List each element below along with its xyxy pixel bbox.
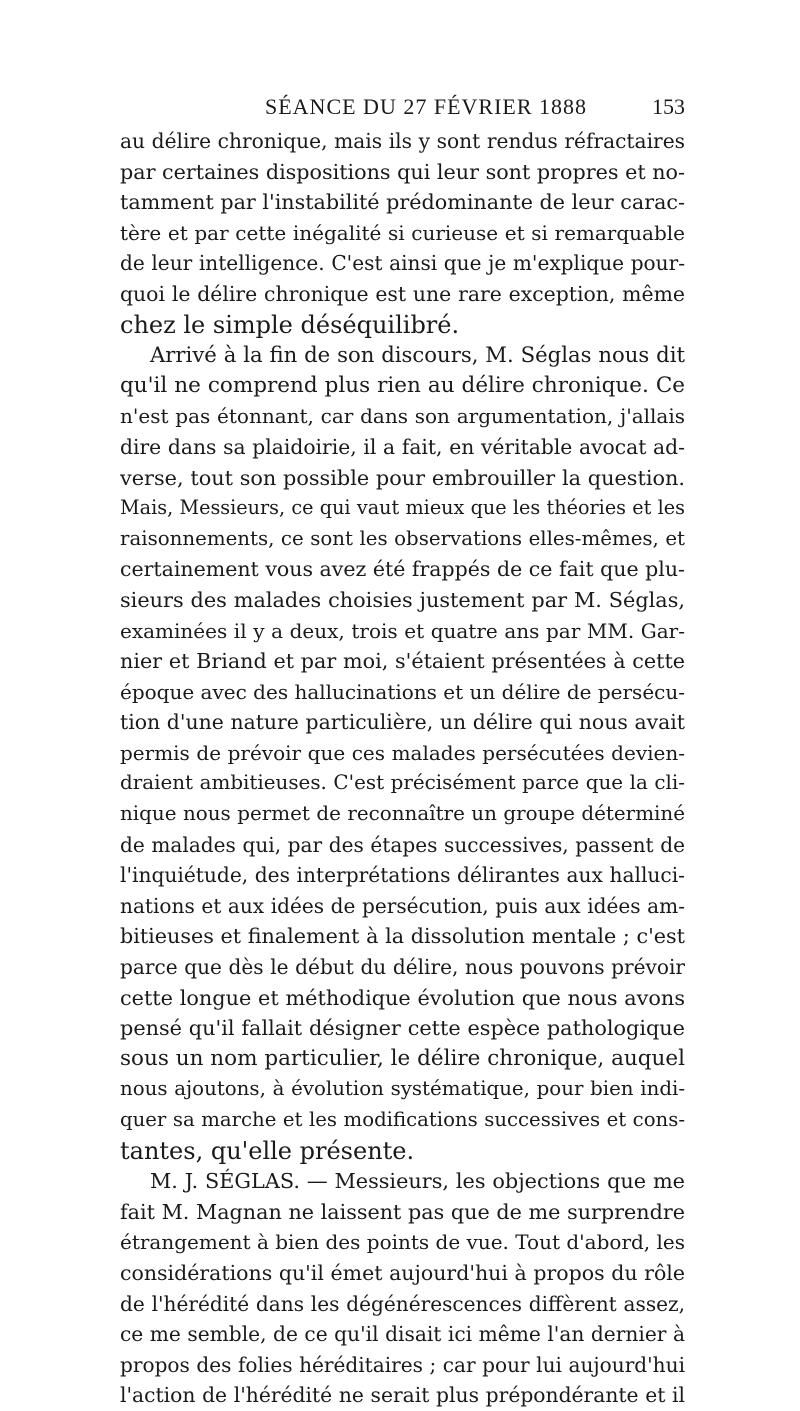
body-text (120, 126, 685, 1411)
text-line: examinées il y a deux, trois et quatre ans par MM. Gar- (120, 618, 685, 643)
text-line: époque avec des hallucinations et un délire de persécu- (120, 679, 685, 704)
text-line: de malades qui, par des étapes successives, passent de (120, 832, 685, 857)
text-line: Mais, Messieurs, ce qui vaut mieux que les théories et les (120, 496, 685, 520)
text-line: sieurs des malades choisies justement par M. Séglas, (120, 587, 685, 612)
text-line: parce que dès le début du délire, nous pouvons prévoir (120, 955, 685, 980)
text-line: chez le simple déséquilibré. (120, 310, 460, 339)
text-line: sous un nom particulier, le délire chronique, auquel (120, 1045, 685, 1071)
text-line: n'est pas étonnant, car dans son argumentation, j'allais (120, 404, 685, 429)
text-line: l'action de l'hérédité ne serait plus prépondérante et il (120, 1383, 685, 1408)
text-line: au délire chronique, mais ils y sont rendus réfractaires (120, 129, 685, 153)
text-line: par certaines dispositions qui leur sont propres et no- (120, 159, 685, 184)
text-line: raisonnements, ce sont les observations elles-mêmes, et (120, 526, 685, 550)
text-line: cette longue et méthodique évolution que nous avons (120, 985, 685, 1010)
page-number: 153 (652, 94, 685, 119)
text-line: qu'il ne comprend plus rien au délire chronique. Ce (120, 372, 685, 398)
text-line: quer sa marche et les modifications successives et cons- (120, 1108, 685, 1131)
text-line: draient ambitieuses. C'est précisément parce que la cli- (120, 771, 685, 795)
text-line: de leur intelligence. C'est ainsi que je m'explique pour- (120, 251, 685, 276)
text-line: pensé qu'il fallait désigner cette espèce pathologique (120, 1016, 685, 1041)
text-line: Arrivé à la fin de son discours, M. Séglas nous dit (150, 342, 685, 368)
text-line: quoi le délire chronique est une rare exception, même (120, 281, 685, 306)
text-line: certainement vous avez été frappés de ce fait que plu- (120, 557, 685, 582)
text-line: étrangement à bien des points de vue. Tout d'abord, les (120, 1230, 685, 1255)
text-line: tantes, qu'elle présente. (120, 1136, 415, 1165)
running-head (120, 94, 685, 120)
text-line: ce me semble, de ce qu'il disait ici même l'an dernier à (120, 1322, 685, 1347)
text-line: tère et par cette inégalité si curieuse et si remarquable (120, 220, 685, 245)
text-line: nier et Briand et par moi, s'étaient présentées à cette (120, 649, 685, 674)
text-line: considérations qu'il émet aujourd'hui à propos du rôle (120, 1260, 685, 1285)
text-line: verse, tout son possible pour embrouiller la question. (120, 465, 685, 490)
text-line: permis de prévoir que ces malades persécutées devien- (120, 740, 685, 765)
text-line: tamment par l'instabilité prédominante de leur carac- (120, 190, 685, 215)
text-line: nique nous permet de reconnaître un groupe déterminé (120, 802, 685, 826)
running-head-title: SÉANCE DU 27 FÉVRIER 1888 (265, 94, 588, 119)
text-line: M. J. SÉGLAS. — Messieurs, les objections que me (150, 1169, 685, 1194)
text-line: l'inquiétude, des interprétations délirantes aux halluci- (120, 863, 685, 888)
text-line: propos des folies héréditaires ; car pour lui aujourd'hui (120, 1352, 685, 1377)
text-line: tion d'une nature particulière, un délire qui nous avait (120, 710, 685, 735)
text-line: nous ajoutons, à évolution systématique, pour bien indi- (120, 1077, 685, 1101)
text-line: nations et aux idées de persécution, puis aux idées am- (120, 893, 685, 918)
text-line: de l'hérédité dans les dégénérescences diffèrent assez, (120, 1291, 685, 1316)
text-line: fait M. Magnan ne laissent pas que de me surprendre (120, 1199, 685, 1224)
text-line: bitieuses et finalement à la dissolution mentale ; c'est (120, 924, 685, 949)
text-line: dire dans sa plaidoirie, il a fait, en véritable avocat ad- (120, 434, 685, 459)
